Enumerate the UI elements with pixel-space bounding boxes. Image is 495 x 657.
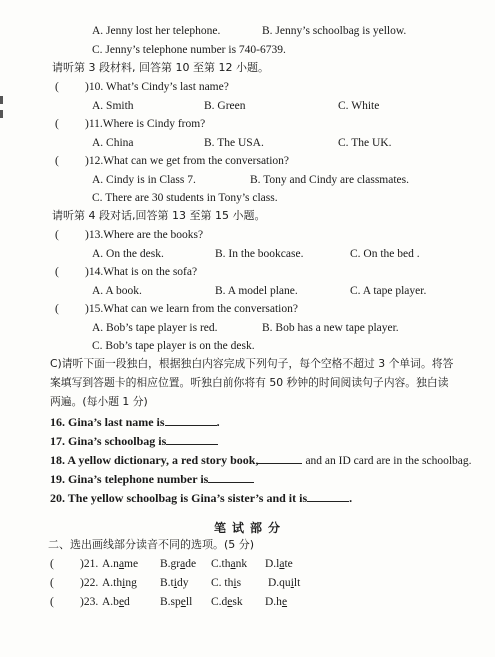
q22-option-c: C. this	[211, 577, 242, 589]
q23-option-d: D.he	[265, 596, 288, 608]
q22-option-a: A.thing	[102, 577, 137, 589]
partC-instruction-line2: 案填写到答题卡的相应位置。听独白前你将有 50 秒钟的时间阅读句子内容。独白读	[50, 376, 449, 389]
q11-stem: ( )11.Where is Cindy from?	[55, 118, 206, 130]
part2-instruction: 二、选出画线部分读音不同的选项。(5 分)	[48, 538, 255, 551]
q21-option-a: A.name	[102, 558, 139, 570]
q23-option-b: B.spell	[160, 596, 193, 608]
q18-sentence: 18. A yellow dictionary, a red story book, and an ID card are in the schoolbag.	[50, 453, 472, 467]
q15-stem: ( )15.What can we learn from the conversation?	[55, 303, 298, 315]
q11-option-b: B. The USA.	[204, 137, 264, 149]
partC-instruction-line1: C)请听下面一段独白，根据独白内容完成下列句子，每个空格不超过 3 个单词。将答	[50, 357, 454, 370]
q14-option-a: A. A book.	[92, 285, 142, 297]
q19-answer-blank[interactable]	[208, 471, 254, 483]
q18-answer-blank[interactable]	[258, 452, 302, 464]
q23-option-a: A.bed	[102, 596, 130, 608]
section3-instruction: 请听第 3 段材料, 回答第 10 至第 12 小题。	[52, 61, 269, 74]
q21-option-b: B.grade	[160, 558, 197, 570]
q16-answer-blank[interactable]	[165, 414, 217, 426]
q13-option-b: B. In the bookcase.	[215, 248, 304, 260]
q17-sentence: 17. Gina’s schoolbag is	[50, 433, 218, 448]
q15-option-c: C. Bob’s tape player is on the desk.	[92, 340, 255, 352]
q22-stem: ( )22.	[50, 577, 99, 589]
q17-answer-blank[interactable]	[166, 433, 218, 445]
partC-instruction-line3: 两遍。(每小题 1 分)	[50, 395, 148, 408]
q10-option-a: A. Smith	[92, 100, 134, 112]
q12-option-a: A. Cindy is in Class 7.	[92, 174, 196, 186]
section4-instruction: 请听第 4 段对话,回答第 13 至第 15 小题。	[52, 209, 266, 222]
q13-stem: ( )13.Where are the books?	[55, 229, 204, 241]
q20-sentence: 20. The yellow schoolbag is Gina’s sister’s and it is .	[50, 491, 353, 505]
q10-option-b: B. Green	[204, 100, 246, 112]
q23-stem: ( )23.	[50, 596, 99, 608]
q14-stem: ( )14.What is on the sofa?	[55, 266, 198, 278]
q22-option-d: D.quilt	[268, 577, 301, 589]
q9-option-c: C. Jenny’s telephone number is 740-6739.	[92, 44, 286, 56]
q9-option-b: B. Jenny’s schoolbag is yellow.	[262, 25, 407, 37]
q20-answer-blank[interactable]	[307, 490, 349, 502]
q9-option-a: A. Jenny lost her telephone.	[92, 25, 221, 37]
q11-option-c: C. The UK.	[338, 137, 392, 149]
q15-option-b: B. Bob has a new tape player.	[262, 322, 399, 334]
q13-option-c: C. On the bed .	[350, 248, 420, 260]
q14-option-b: B. A model plane.	[215, 285, 298, 297]
binding-mark	[0, 110, 3, 118]
q21-option-c: C.thank	[211, 558, 248, 570]
q10-stem: ( )10. What’s Cindy’s last name?	[55, 81, 229, 93]
q19-sentence: 19. Gina’s telephone number is	[50, 471, 254, 486]
q13-option-a: A. On the desk.	[92, 248, 164, 260]
q12-option-b: B. Tony and Cindy are classmates.	[250, 174, 409, 186]
q12-stem: ( )12.What can we get from the conversation?	[55, 155, 290, 167]
q11-option-a: A. China	[92, 137, 134, 149]
q21-stem: ( )21.	[50, 558, 99, 570]
q21-option-d: D.late	[265, 558, 293, 570]
q16-sentence: 16. Gina’s last name is .	[50, 415, 220, 429]
q12-option-c: C. There are 30 students in Tony’s class.	[92, 192, 278, 204]
written-section-title: 笔试部分	[214, 521, 287, 535]
q15-option-a: A. Bob’s tape player is red.	[92, 322, 218, 334]
binding-mark	[0, 96, 3, 104]
q22-option-b: B.tidy	[160, 577, 189, 589]
q10-option-c: C. White	[338, 100, 380, 112]
q14-option-c: C. A tape player.	[350, 285, 427, 297]
q23-option-c: C.desk	[211, 596, 243, 608]
